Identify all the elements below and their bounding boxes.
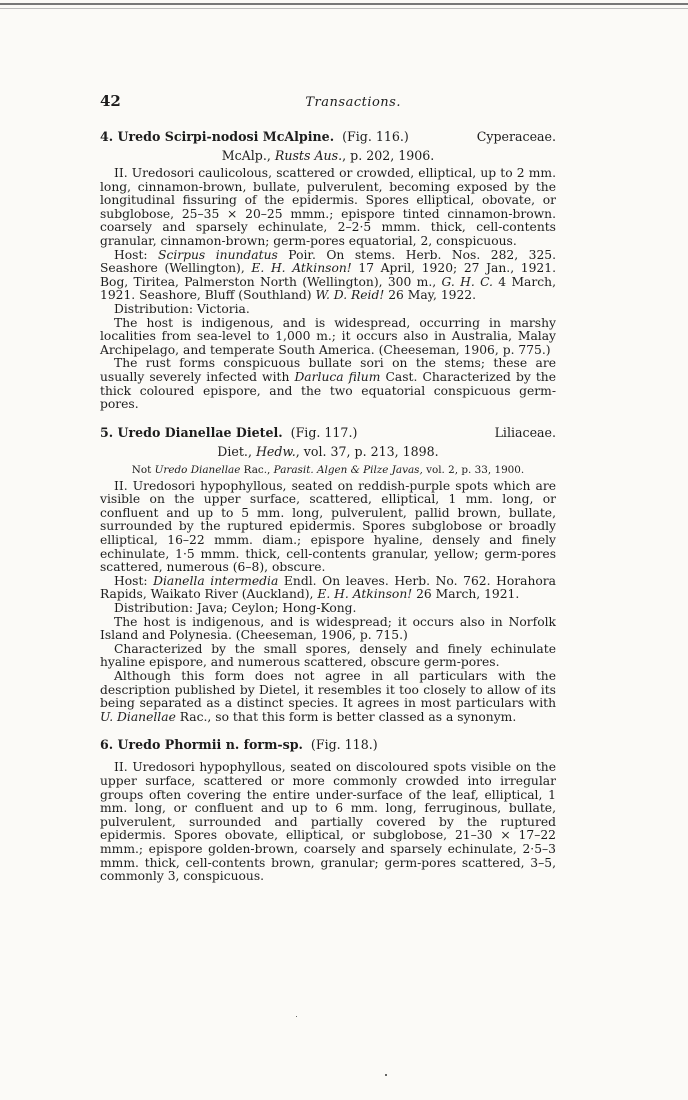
entry-heading	[100, 736, 556, 753]
description-paragraph: II. Uredosori hypophyllous, seated on reddish-purple spots which are visible on the upper surface, scattered, elliptical, 1 mm. long, or confluent and up to 5 mm. long, pulverulent, pallid brown, bullate, surrounded by the ruptured epidermis. Spores subglobose or broadly elliptical, 16–22 mmm. diam.; epispore hyaline, densely and finely echinulate, 1·5 mmm. thick, cell-contents granular, yellow; germ-pores scattered, numerous (6–8), obscure.	[100, 478, 556, 575]
figure-ref: (Fig. 118.)	[310, 737, 378, 753]
remarks-paragraph: Although this form does not agree in all particulars with the description published by Dietel, it resembles it too closely to allow of its being separated as a distinct species. It agrees in most particulars with U. Dianellae Rac., so that this form is better classed as a synonym.	[100, 669, 556, 724]
top-border-line	[0, 3, 688, 5]
running-head: Transactions.	[305, 95, 401, 110]
entry-heading	[100, 128, 556, 145]
not-citation: Not Uredo Dianellae Rac., Parasit. Algen & Pilze Javas, vol. 2, p. 33, 1900.	[131, 463, 525, 476]
page-number: 42	[100, 92, 121, 110]
figure-ref: (Fig. 117.)	[290, 424, 358, 440]
page-speck	[385, 1074, 387, 1076]
entry-uredo-scirpi-nodosi	[100, 128, 556, 412]
citation: McAlp., Rusts Aus., p. 202, 1906.	[221, 148, 435, 163]
page-header	[100, 92, 556, 122]
description-paragraph: II. Uredosori hypophyllous, seated on discoloured spots visible on the upper surface, scattered or more commonly crowded into irregular groups often covering the entire under-surface of the leaf, elliptical, 1 mm. long, or confluent and up to 6 mm. long, ferruginous, bullate, pulverulent, surrounded and partially covered by the ruptured epidermis. Spores obovate, elliptical, or subglobose, 21–30 × 17–22 mmm.; epispore golden-brown, coarsely and sparsely echinulate, 2·5–3 mmm. thick, cell-contents brown, granular; germ-pores scattered, 3–5, commonly 3, conspicuous.	[100, 760, 556, 884]
figure-ref: (Fig. 116.)	[342, 129, 409, 144]
page-body	[100, 92, 556, 896]
description-paragraph: II. Uredosori caulicolous, scattered or crowded, elliptical, up to 2 mm. long, cinnamon-brown, bullate, pulverulent, becoming exposed by the longitudinal fissuring of the epidermis. Spores elliptical, obovate, or subglobose, 25–35 × 20–25 mmm.; epispore tinted cinnamon-brown. coarsely and sparsely echinulate, 2–2·5 mmm. thick, cell-contents granular, cinnamon-brown; germ-pores equatorial, 2, conspicuous.	[100, 166, 556, 248]
host-family: Liliaceae.	[494, 424, 556, 440]
remarks-paragraph: The rust forms conspicuous bullate sori on the stems; these are usually severely infected with Darluca filum Cast. Characterized by the thick coloured epispore, and the two equatorial conspicuous germ-pores.	[100, 356, 556, 412]
indigenous-paragraph: The host is indigenous, and is widespread, occurring in marshy localities from sea-level to 1,000 m.; it occurs also in Australia, Malay Archipelago, and temperate South America. (Cheeseman, 1906, p. 775.)	[100, 315, 556, 357]
entry-uredo-phormii	[100, 736, 556, 883]
entry-title: 4. Uredo Scirpi-nodosi McAlpine.	[100, 129, 335, 144]
characterization-paragraph: Characterized by the small spores, densely and finely echinulate hyaline epispore, and numerous scattered, obscure germ-pores.	[100, 641, 556, 670]
distribution-line: Distribution: Victoria.	[114, 301, 250, 316]
entry-title: 5. Uredo Dianellae Dietel.	[100, 424, 283, 440]
indigenous-paragraph: The host is indigenous, and is widespread; it occurs also in Norfolk Island and Polynesia. (Cheeseman, 1906, p. 715.)	[100, 614, 556, 643]
entry-title: 6. Uredo Phormii n. form-sp.	[100, 737, 303, 753]
entry-uredo-dianellae	[100, 424, 556, 725]
entry-heading	[100, 424, 556, 441]
top-border-line-thin	[0, 8, 688, 9]
host-family: Cyperaceae.	[476, 129, 556, 144]
distribution-line: Distribution: Java; Ceylon; Hong-Kong.	[114, 601, 357, 616]
page-speck	[296, 1016, 297, 1017]
host-paragraph: Host: Dianella intermedia Endl. On leaves. Herb. No. 762. Horahora Rapids, Waikato River (Auckland), E. H. Atkinson! 26 March, 1921.	[100, 573, 556, 602]
host-paragraph: Host: Scirpus inundatus Poir. On stems. Herb. Nos. 282, 325. Seashore (Wellington), E. H. Atkinson! 17 April, 1920; 27 Jan., 1921. Bog, Tiritea, Palmerston North (Wellington), 300 m., G. H. C. 4 March, 1921. Seashore, Bluff (Southland) W. D. Reid! 26 May, 1922.	[100, 247, 557, 303]
citation: Diet., Hedw., vol. 37, p. 213, 1898.	[217, 443, 439, 459]
